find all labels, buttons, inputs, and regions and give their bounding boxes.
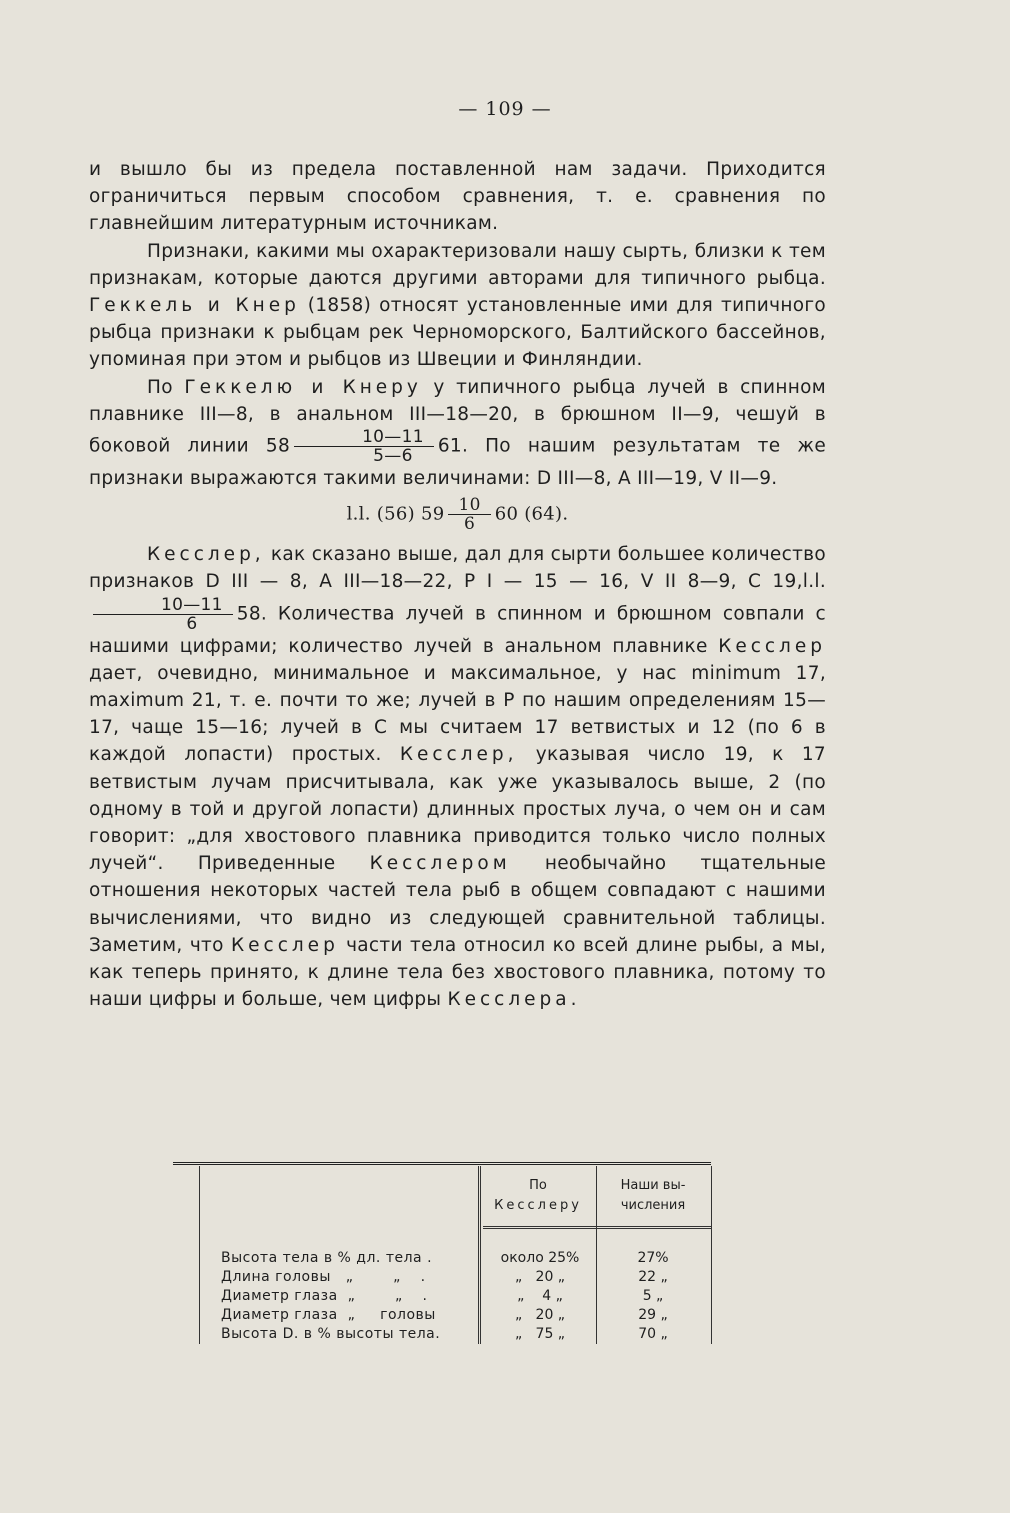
row-kessler-value: „ 4 „ [517,1288,563,1304]
p4-text-d: указывая число 19, к 17 ветвистым лучам присчитывала, как уже указывалось выше, 2 (по одному в той и другой лопасти) длинных простых луча, о чем он и сам говорит: „для хвостового плавника приводится только число полных лучей“. Приведенные [89,744,826,875]
paragraph-1: и вышло бы из предела поставленной нам задачи. Приходится ограничиться первым способом сравнения, т. е. сравнения по главнейшим литературным источникам. [89,159,826,235]
row-label: Длина головы „ „ . [221,1269,426,1285]
fraction [93,596,233,633]
row-label: Высота D. в % высоты тела. [221,1326,441,1342]
comparison-table [173,1162,711,1344]
fraction-numerator: 10—11 [93,596,233,615]
fraction [294,428,434,465]
p4-text-c: дает, очевидно, минимальное и максимальное, у нас minimum 17, maximum 21, т. е. почти то же; лучей в P по нашим определениям 15—17, чаще 15—16; лучей в C мы считаем 17 ветвистых и 12 (по 6 в каждой лопасти) простых. [89,662,826,766]
author-name: Кесслером [369,853,511,875]
row-kessler-value: „ 75 „ [514,1326,566,1342]
table-header-rule [483,1226,711,1229]
paragraph-4 [89,541,826,1013]
header-kessler [483,1176,593,1216]
fraction-denominator: 6 [186,613,198,634]
header-ours-line2: числения [620,1198,686,1213]
author-name: Кесслер [718,635,826,657]
page-number: — 109 — [458,98,552,120]
table-top-rule [173,1162,711,1165]
p3-text-a: По [147,376,173,398]
row-our-value: 5 „ [642,1288,664,1304]
author-name: Кесслер, [399,744,518,766]
row-kessler-value: „ 20 „ [514,1269,566,1285]
fraction-denominator: 5—6 [373,446,413,467]
row-our-value: 70 „ [638,1326,668,1342]
p2-text-b: (1858) относят установленные ими для типичного рыбца признаки к рыбцам рек Черноморского, Балтийского бассейнов, упоминая при этом и рыбцов из Швеции и Финляндии. [89,295,826,371]
table-row [173,1287,711,1306]
p4-text-f: части тела относил ко всей длине рыбы, а мы, как теперь принято, к длине тела без хвостового плавника, потому то наши цифры и больше, чем цифры [89,934,826,1011]
table-row [173,1306,711,1325]
row-label: Диаметр глаза „ головы [221,1307,436,1323]
p4-text-e: необычайно тщательные отношения некоторых частей тела рыб в общем совпадают с нашими вычислениями, что видно из следующей сравнительной таблицы. Заметим, что [89,853,827,956]
formula-left: l.l. (56) 59 [346,503,445,525]
formula-right: 60 (64). [494,503,569,525]
author-name: Геккелю и Кнеру [184,376,422,398]
row-our-value: 29 „ [638,1307,668,1323]
fraction-denominator: 6 [464,514,476,535]
p3-text-b: у типичного рыбца лучей в спинном плавнике III—8, в анальном III—18—20, в брюшном II—9, чешуй в боковой линии 58 [89,376,827,457]
row-kessler-value: около 25% [500,1250,580,1266]
fraction-numerator: 10 [448,496,490,515]
fraction [448,496,490,533]
author-name: Кесслер [231,934,339,956]
fraction-numerator: 10—11 [294,428,434,447]
author-name: Кесслера. [447,989,581,1011]
row-our-value: 27% [637,1250,669,1266]
p3-text-c: 61. По нашим результатам те же признаки выражаются такими величинами: D III—8, A III—19, V II—9. [89,435,826,490]
p4-text-a: как сказано выше, дал для сырти большее количество признаков D III — 8, A III—18—22, P I — 15 — 16, V II 8—9, C 19,l.l. [89,544,826,593]
table-row [173,1325,711,1344]
paragraph-3 [89,374,826,493]
row-our-value: 22 „ [638,1269,668,1285]
p2-text-a: Признаки, какими мы охарактеризовали нашу сырть, близки к тем признакам, которые даются другими авторами для типичного рыбца. [89,240,826,289]
row-kessler-value: „ 20 „ [514,1307,566,1323]
author-name: Кесслер, [147,544,265,566]
header-ours [598,1176,708,1216]
paragraph-2 [89,238,826,374]
header-ours-line1: Наши вы- [620,1178,686,1193]
p4-text-b: 58. Количества лучей в спинном и брюшном совпали с нашими цифрами; количество лучей в анальном плавнике [89,603,826,657]
row-label: Высота тела в % дл. тела . [221,1250,433,1266]
table-row [173,1268,711,1287]
table-row [173,1249,711,1268]
header-kessler-line1: По [529,1178,547,1193]
formula [89,496,826,533]
body-text [89,156,826,1013]
author-name: Геккель и Кнер [89,295,300,317]
row-label: Диаметр глаза „ „ . [221,1288,428,1304]
table-border-right [711,1166,712,1344]
header-kessler-line2: Кесслеру [494,1198,582,1213]
